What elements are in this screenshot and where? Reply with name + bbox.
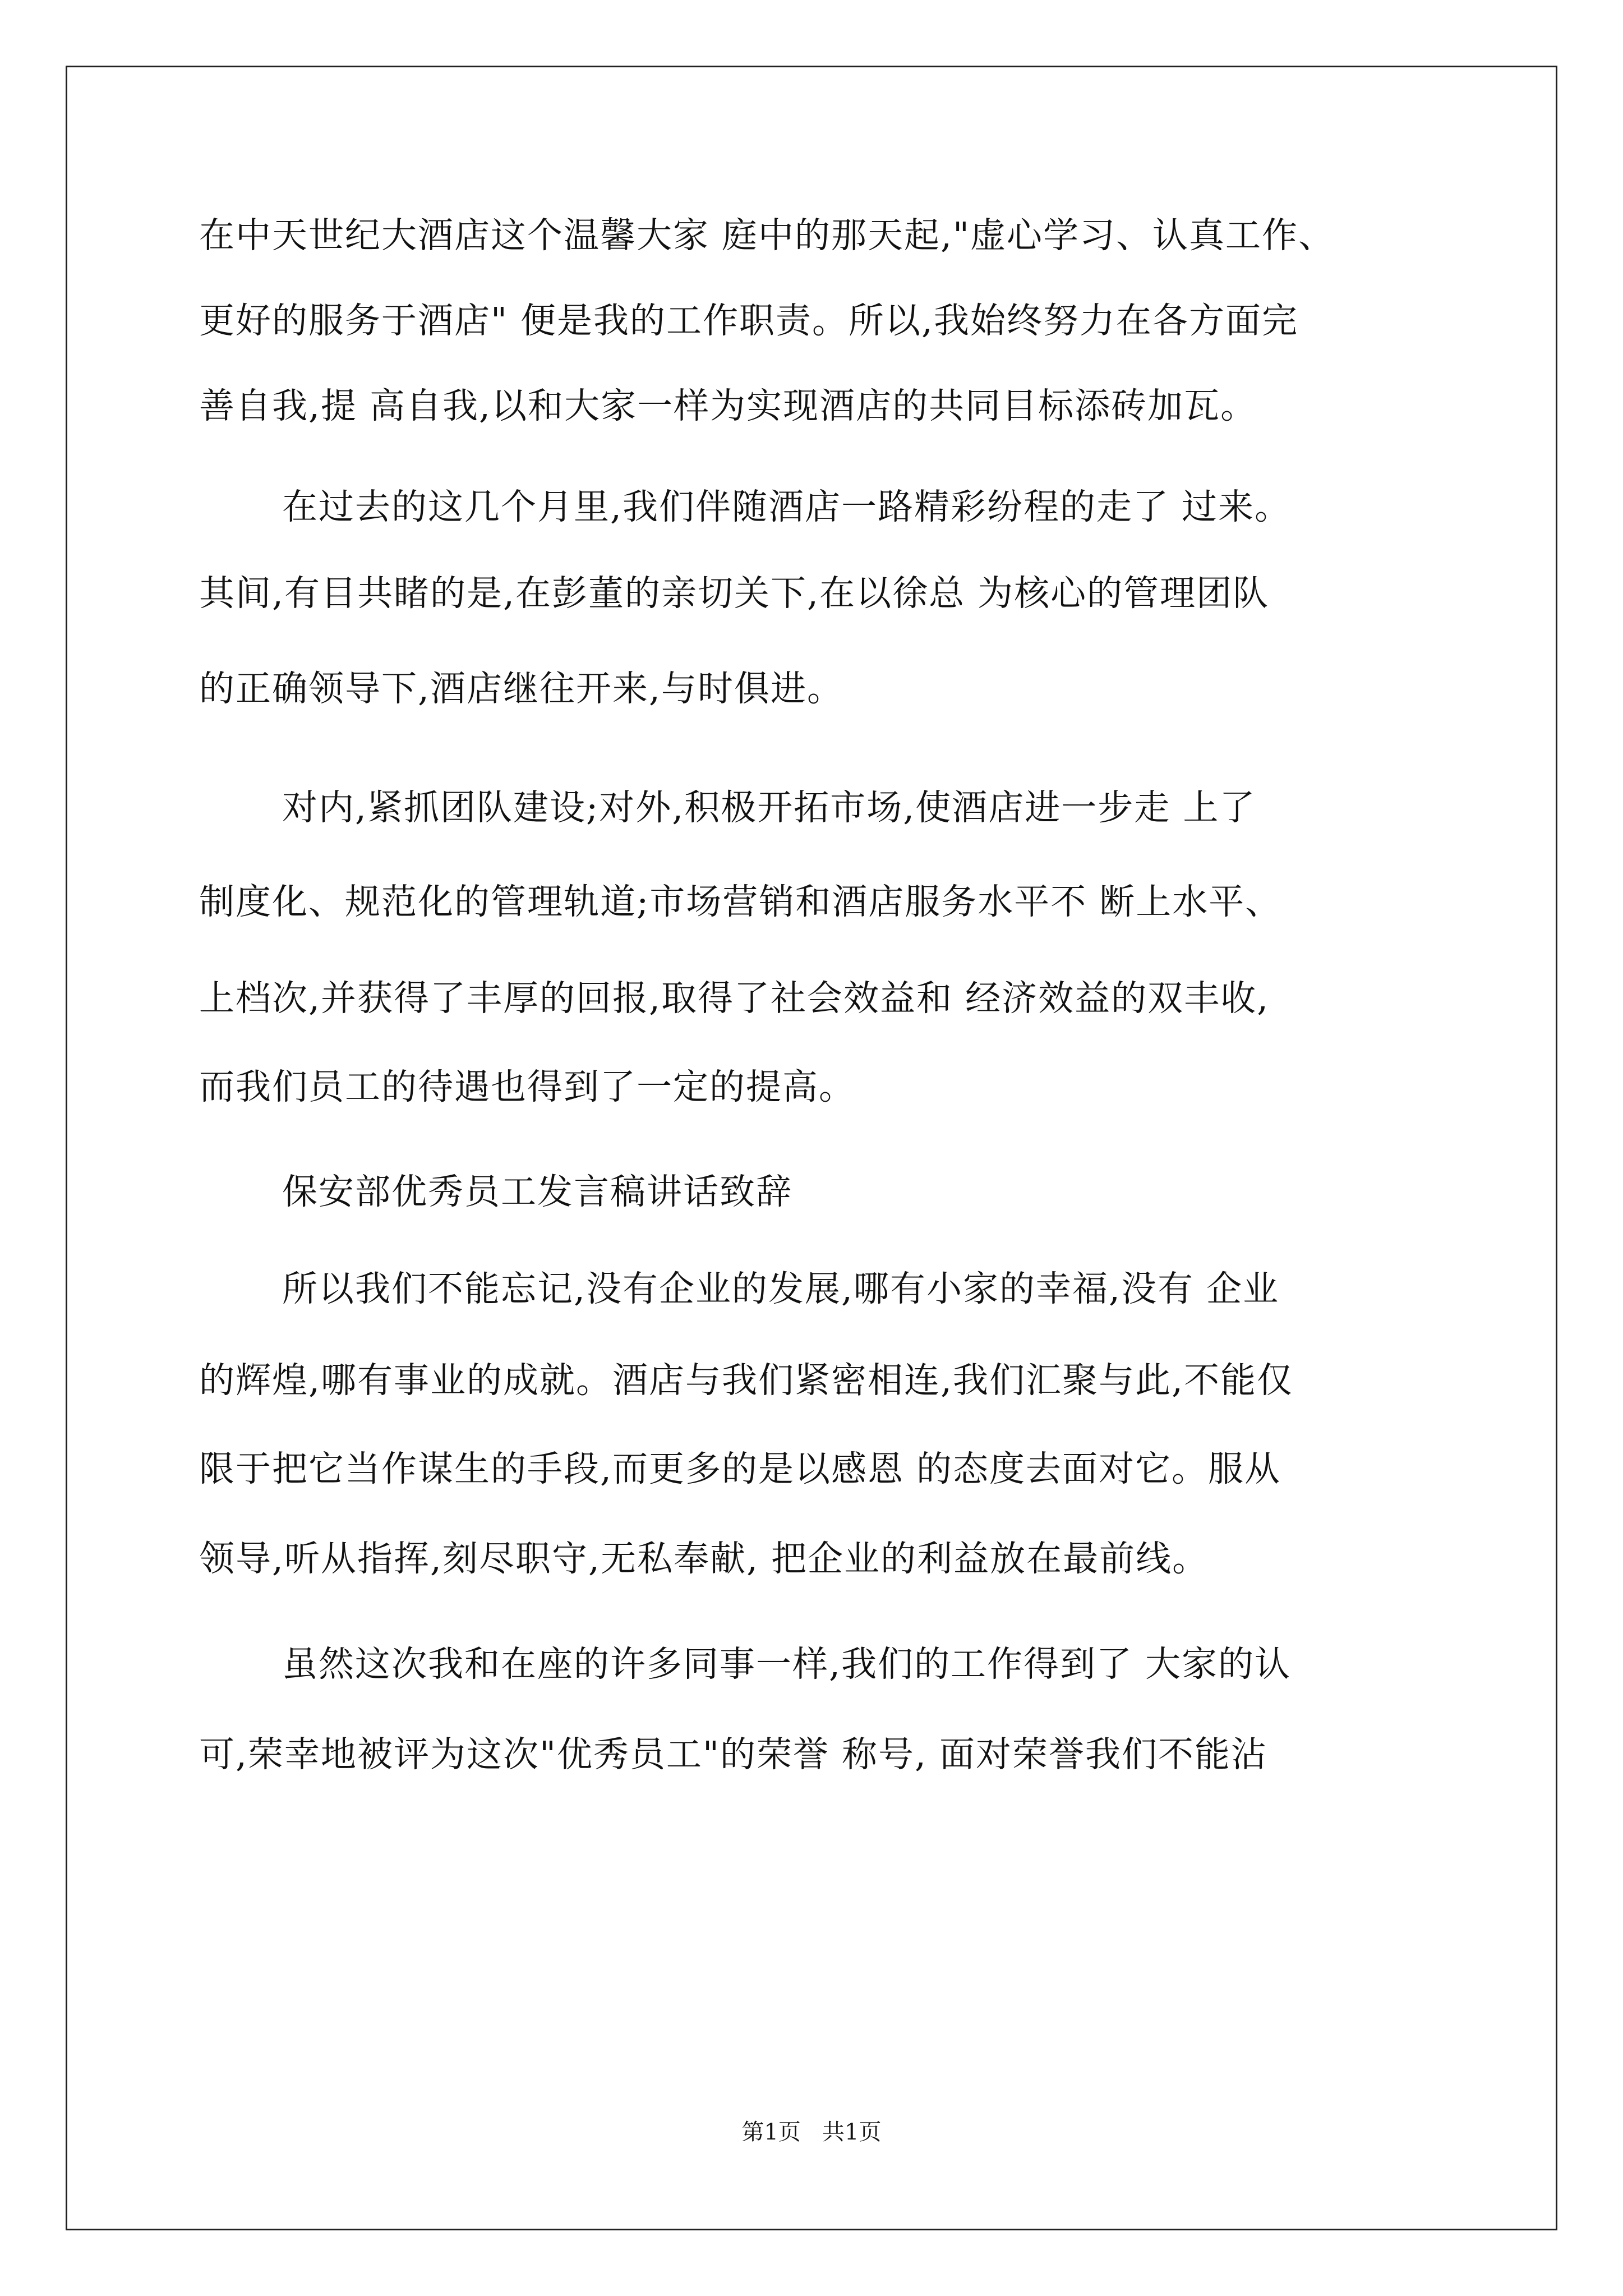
text-line: 可,荣幸地被评为这次"优秀员工"的荣誉 称号, 面对荣誉我们不能沾 bbox=[199, 1734, 1268, 1775]
text-line: 限于把它当作谋生的手段,而更多的是以感恩 的态度去面对它。服从 bbox=[199, 1448, 1281, 1489]
text-line: 制度化、规范化的管理轨道;市场营销和酒店服务水平不 断上水平、 bbox=[199, 881, 1282, 922]
text-line: 领导,听从指挥,刻尽职守,无私奉献, 把企业的利益放在最前线。 bbox=[199, 1538, 1209, 1579]
text-line: 更好的服务于酒店" 便是我的工作职责。所以,我始终努力在各方面完 bbox=[199, 300, 1299, 341]
page-footer: 第1页 共1页 bbox=[741, 2119, 882, 2145]
text-line: 善自我,提 高自我,以和大家一样为实现酒店的共同目标添砖加瓦。 bbox=[199, 385, 1257, 426]
text-line: 虽然这次我和在座的许多同事一样,我们的工作得到了 大家的认 bbox=[282, 1644, 1292, 1685]
text-line: 而我们员工的待遇也得到了一定的提高。 bbox=[199, 1066, 855, 1107]
text-line: 保安部优秀员工发言稿讲话致辞 bbox=[282, 1171, 792, 1212]
text-line: 上档次,并获得了丰厚的回报,取得了社会效益和 经济效益的双丰收, bbox=[199, 978, 1270, 1019]
text-line: 的正确领导下,酒店继往开来,与时俱进。 bbox=[199, 668, 844, 709]
text-line: 所以我们不能忘记,没有企业的发展,哪有小家的幸福,没有 企业 bbox=[282, 1268, 1280, 1309]
text-line: 对内,紧抓团队建设;对外,积极开拓市场,使酒店进一步走 上了 bbox=[282, 787, 1256, 828]
text-line: 其间,有目共睹的是,在彭董的亲切关下,在以徐总 为核心的管理团队 bbox=[199, 573, 1270, 614]
text-line: 在中天世纪大酒店这个温馨大家 庭中的那天起,"虚心学习、认真工作、 bbox=[199, 215, 1335, 256]
text-line: 的辉煌,哪有事业的成就。酒店与我们紧密相连,我们汇聚与此,不能仅 bbox=[199, 1360, 1294, 1401]
text-line: 在过去的这几个月里,我们伴随酒店一路精彩纷程的走了 过来。 bbox=[282, 486, 1292, 527]
